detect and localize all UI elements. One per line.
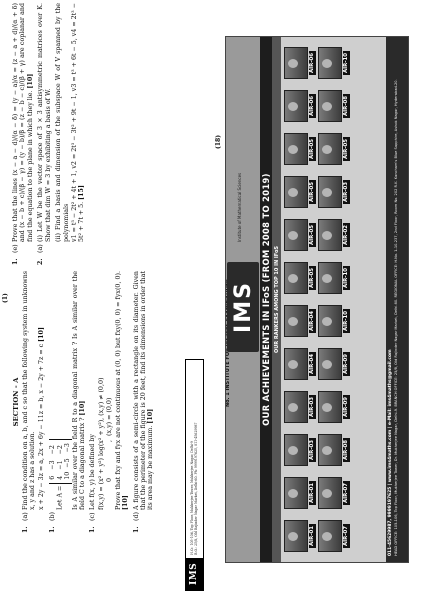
ranker-card — [318, 43, 350, 83]
ranker-photo — [284, 262, 308, 294]
ranker-photo — [284, 176, 308, 208]
ranker-photo — [318, 305, 342, 337]
ranker-card — [284, 129, 316, 169]
rank-badge: AIR-08 — [343, 95, 350, 117]
question-1b: 1. (b) Let A = 6 −3 −2 4 −1 −2 10 −5 −3 Is A similar over the field R to a diagonal matrix ? Is A similar over the field C to a diagonal matrix ? [10] — [49, 271, 86, 533]
rank-badge: AIR-01 — [309, 525, 315, 547]
footer-address: H.O.: 105-106, Top Floor, Mukherjee Tower, Mukherjee Nagar, Delhi-9 B.O.: 25/8, Old Rajinder Nagar Market, Delhi-60. Ph: 9999197625, 011-45629987 — [189, 422, 198, 555]
ranker-photo — [284, 391, 308, 423]
ims-logo: IMS — [227, 262, 259, 352]
rank-badge: AIR-02 — [343, 224, 350, 246]
ranker-photo — [284, 305, 308, 337]
ranker-card — [284, 215, 316, 255]
ranker-card — [284, 43, 316, 83]
ranker-card — [318, 258, 350, 298]
ranker-card — [318, 301, 350, 341]
section-title: SECTION - A — [12, 377, 20, 427]
ranker-card — [318, 344, 350, 384]
rank-badge: AIR-09 — [343, 396, 350, 418]
ranker-photo — [318, 348, 342, 380]
question-1e: 1. (e) Prove that the lines (x − a − d)/(α − δ) = (y − a)/α = (z − a + d)/(α + δ) and (x − b + c)/(β − γ) = (y − b)/β = (z − b − c)/(β + γ) are coplanar and find the equation to the plane in which they lie. [10] — [12, 3, 34, 265]
ranker-card — [318, 430, 350, 470]
question-2a-ii: (ii) Find a basis and dimension of the subspace W of V spanned by the polynomials v1 = t³ − 2t² + 4t + 1, v2 = 2t³ − 3t² + 9t − 1, v3 = t³ + 6t − 5, v4 = 2t³ − 5t² + 7t + 5. [15] — [55, 3, 86, 242]
rank-badge: AIR-03 — [343, 181, 350, 203]
rank-badge: AIR-10 — [343, 310, 350, 332]
ranker-card — [284, 86, 316, 126]
rank-badge: AIR-09 — [343, 353, 350, 375]
rank-badge: AIR-05 — [309, 138, 315, 160]
ranker-photo — [284, 133, 308, 165]
ad-header — [226, 37, 260, 562]
ranker-photo — [284, 47, 308, 79]
ranker-card — [284, 258, 316, 298]
ranker-photo — [318, 47, 342, 79]
ranker-photo — [284, 477, 308, 509]
ranker-card — [318, 215, 350, 255]
advertisement-page — [211, 0, 422, 599]
ranker-card — [318, 172, 350, 212]
rank-badge: AIR-01 — [309, 482, 315, 504]
rank-badge: AIR-05 — [309, 181, 315, 203]
ranker-photo — [284, 434, 308, 466]
question-1d: 1. (d) A figure consists of a semi-circle with a rectangle on its diameter. Given that the perimeter of the figure is 20 feet, find its dimensions in order that its area may be maximum. [10] — [132, 271, 155, 533]
ranker-photo — [318, 520, 342, 552]
page-number-right: (18) — [215, 134, 222, 149]
ranker-photo — [318, 391, 342, 423]
ranker-card — [318, 473, 350, 513]
rank-badge: AIR-04 — [309, 353, 315, 375]
rank-badge: AIR-06 — [309, 95, 315, 117]
ranker-photo — [284, 348, 308, 380]
rank-badge: AIR-07 — [343, 482, 350, 504]
matrix-a: 6 −3 −2 4 −1 −2 10 −5 −3 — [49, 439, 71, 484]
rankers-grid — [281, 37, 350, 562]
column-2 — [12, 3, 90, 265]
rank-badge: AIR-10 — [343, 267, 350, 289]
ranker-photo — [318, 262, 342, 294]
ranker-photo — [318, 477, 342, 509]
question-1c: 1. (c) Let f(x, y) be defined by f(x,y) = (x² + y²) log(x² + y²), (x,y) ≠ (0,0) 0 , (x,y) = (0,0) Prove that fxy and fyx are not continuous at (0, 0) but fxy(0, 0) = fyx(0, 0). [10] — [89, 271, 130, 533]
contact-line: 011-45629987, 9999197625 | www.ims4maths.com | e-Mail: ims4maths@gmail.com — [388, 349, 393, 556]
achievements-headline: OUR ACHIEVEMENTS IN IFoS (FROM 2008 TO 2019) — [260, 37, 272, 562]
institute-name: Institute of Mathematical Sciences — [237, 172, 242, 242]
ad-footer — [386, 37, 408, 562]
ranker-photo — [318, 90, 342, 122]
institute-tagline: No. 1 INSTITUTE FOR — [225, 348, 231, 407]
ranker-card — [284, 473, 316, 513]
question-1a: 1. (a) Find the condition on a, b, and c so that the following system in unknowns x, y and z has a solution. x + 2y − 3z = a, 2x + 6y − 11z = b, x − 2y + 7z = c [10] — [22, 271, 45, 533]
footer-banner — [185, 359, 204, 591]
rank-badge: AIR-05 — [343, 138, 350, 160]
rank-badge: AIR-06 — [309, 52, 315, 74]
ranker-card — [284, 344, 316, 384]
rank-badge: AIR-03 — [309, 439, 315, 461]
rank-badge: AIR-05 — [309, 224, 315, 246]
question-2a-i: 2. (a) (i) Let W be the vector space of 3 × 3 antisymmetric matrices over K. Show that dim W = 3 by exhibiting a basis of W. — [37, 3, 52, 265]
rank-badge: AIR-07 — [343, 525, 350, 547]
ranker-card — [284, 301, 316, 341]
ranker-card — [318, 516, 350, 556]
page-number-left: (1) — [2, 293, 9, 303]
rank-badge: AIR-10 — [343, 52, 350, 74]
ranker-card — [284, 387, 316, 427]
column-1 — [12, 271, 158, 533]
ranker-photo — [318, 434, 342, 466]
ranker-photo — [318, 176, 342, 208]
ranker-photo — [284, 219, 308, 251]
ranker-photo — [318, 219, 342, 251]
rankers-subheadline: OUR RANKERS AMONG TOP 10 IN IFoS — [272, 37, 281, 562]
ranker-card — [318, 129, 350, 169]
ranker-card — [318, 387, 350, 427]
ranker-photo — [318, 133, 342, 165]
rank-badge: AIR-03 — [309, 396, 315, 418]
ranker-photo — [284, 520, 308, 552]
ranker-card — [318, 86, 350, 126]
rank-badge: AIR-08 — [343, 439, 350, 461]
ims-advertisement — [225, 36, 409, 563]
rank-badge: AIR-04 — [309, 310, 315, 332]
rank-badge: AIR-05 — [309, 267, 315, 289]
ranker-card — [284, 172, 316, 212]
ranker-card — [284, 430, 316, 470]
ranker-photo — [284, 90, 308, 122]
ranker-card — [284, 516, 316, 556]
address-line: HEAD OFFICE: 105-106, Top Floor, Mukherjee Tower, Dr. Mukherjee Nagar, Delhi-9. BRANCH OFFICE: 25/8, Old Rajinder Nagar Market, Delhi-60. REGIONAL OFFICE: H.No. 1-10-237, 2nd Floor, Room No. 202 R.K. Kancham's Blue Sapphire, Ashok Nagar, Hyderabad-20. — [393, 79, 398, 556]
footer-logo: IMS — [186, 558, 203, 590]
